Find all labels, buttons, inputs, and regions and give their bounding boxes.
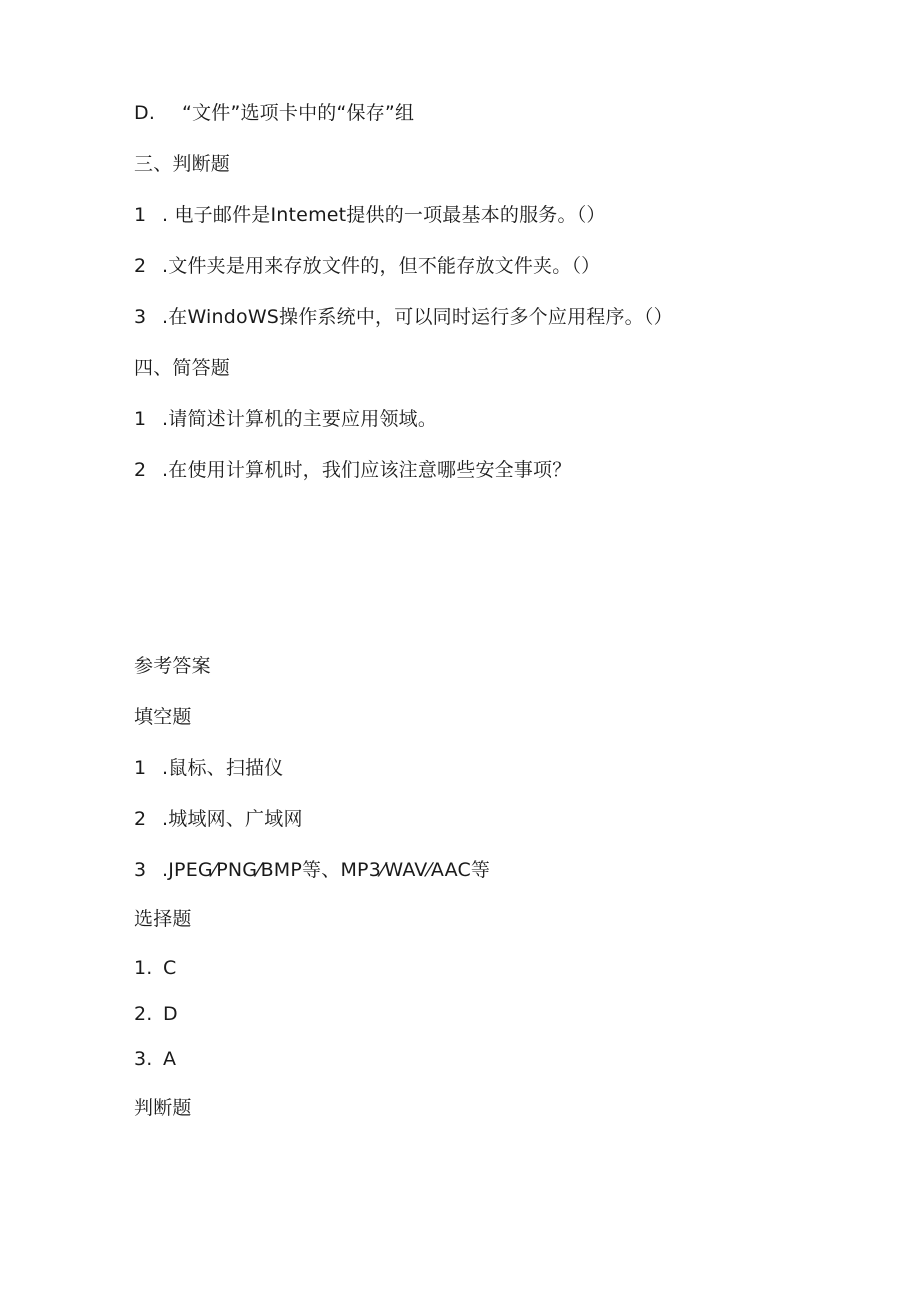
choice-answer-2 [134, 1002, 178, 1026]
item-number: 1 [134, 408, 147, 430]
item-text: D [163, 1003, 178, 1025]
item-number: 1. [134, 957, 153, 979]
item-text: .在WindoWS操作系统中，可以同时运行多个应用程序。（） [162, 306, 673, 328]
item-text: .文件夹是用来存放文件的，但不能存放文件夹。（） [162, 255, 601, 277]
item-text: .请简述计算机的主要应用领域。 [162, 408, 438, 430]
fill-blank-heading: 填空题 [134, 706, 192, 728]
option-d [134, 101, 414, 125]
choice-answer-3 [134, 1047, 176, 1071]
option-d-text: “文件”选项卡中的“保存”组 [182, 102, 415, 124]
item-number: 3 [134, 306, 147, 328]
item-number: 2 [134, 808, 147, 830]
judgement-item-1 [134, 203, 606, 227]
item-text: .城域网、广域网 [162, 808, 303, 830]
item-text: A [163, 1048, 177, 1070]
option-d-label: D. [134, 102, 156, 124]
choice-heading: 选择题 [134, 908, 192, 930]
item-number: 3 [134, 859, 147, 881]
answers-title: 参考答案 [134, 655, 211, 677]
item-text: . 电子邮件是Intemet提供的一项最基本的服务。（） [162, 204, 606, 226]
judgement-item-2 [134, 254, 600, 278]
item-text: .鼠标、扫描仪 [162, 757, 284, 779]
judgement-heading: 三、判断题 [134, 153, 231, 175]
fill-blank-answer-2 [134, 807, 303, 831]
choice-answer-1 [134, 956, 176, 980]
item-number: 2 [134, 459, 147, 481]
fill-blank-answer-1 [134, 756, 283, 780]
short-answer-item-1 [134, 407, 437, 431]
judgement-answers-heading: 判断题 [134, 1097, 192, 1119]
judgement-item-3 [134, 305, 673, 329]
fill-blank-answer-3 [134, 858, 490, 882]
short-answer-item-2 [134, 458, 571, 482]
item-number: 1 [134, 757, 147, 779]
item-text: .在使用计算机时，我们应该注意哪些安全事项？ [162, 459, 572, 481]
item-number: 3. [134, 1048, 153, 1070]
item-number: 2. [134, 1003, 153, 1025]
item-text: .JPEG⁄PNG⁄BMP等、MP3⁄WAV⁄AAC等 [162, 859, 491, 881]
item-number: 2 [134, 255, 147, 277]
short-answer-heading: 四、简答题 [134, 357, 231, 379]
item-text: C [163, 957, 177, 979]
item-number: 1 [134, 204, 147, 226]
